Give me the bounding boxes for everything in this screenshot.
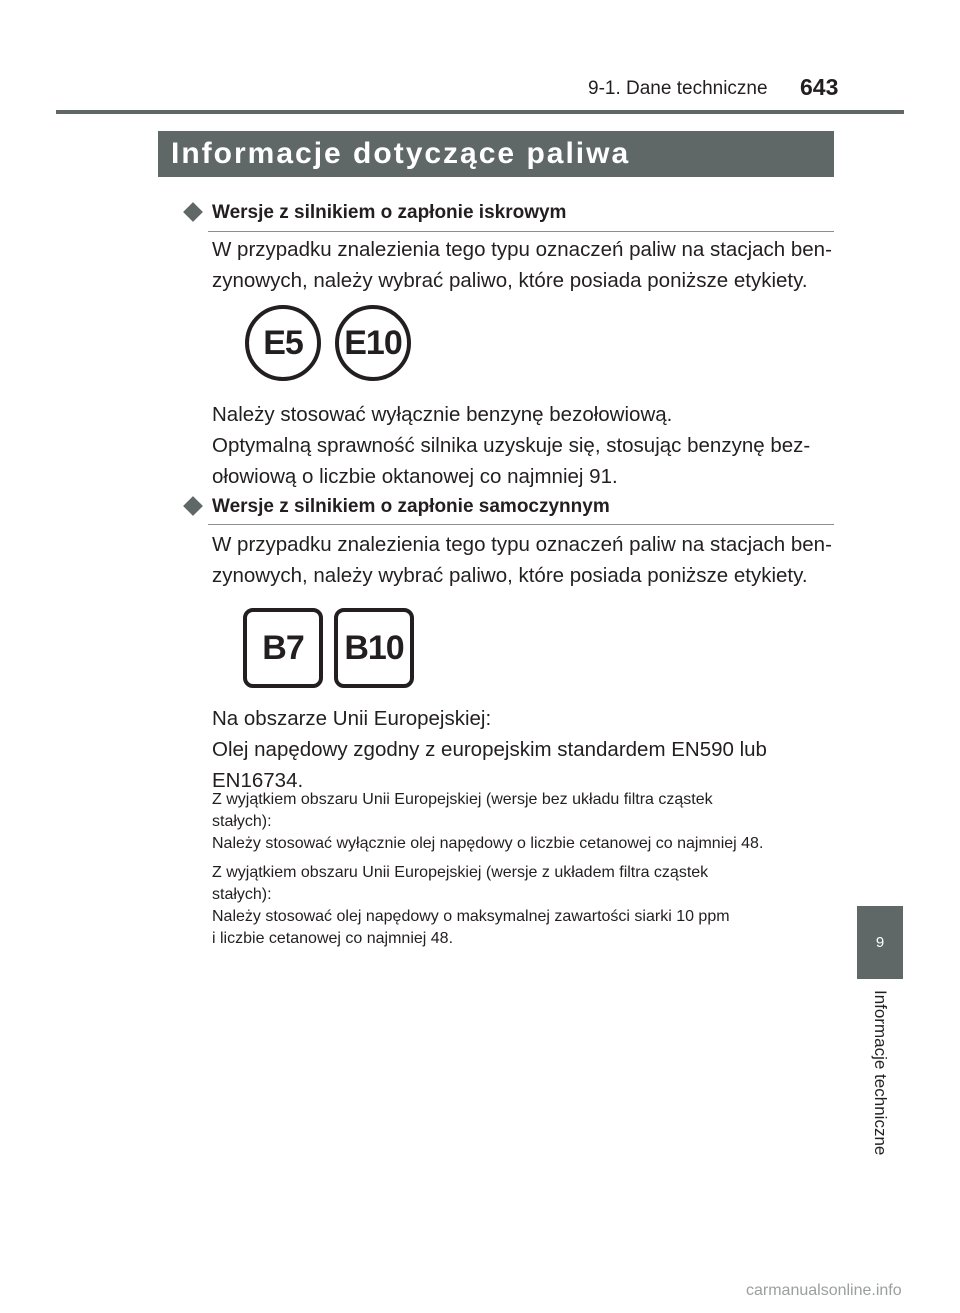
diesel-heading-label: Wersje z silnikiem o zapłonie samoczynnym: [212, 496, 610, 517]
diesel-heading-divider: [208, 524, 834, 525]
petrol-intro-line: W przypadku znalezienia tego typu oznaczeń paliw na stacjach ben-: [212, 238, 832, 261]
diesel-intro: [212, 529, 834, 591]
petrol-note-line: Należy stosować wyłącznie benzynę bezołowiową.: [212, 403, 673, 426]
petrol-heading-label: Wersje z silnikiem o zapłonie iskrowym: [212, 202, 567, 223]
petrol-intro: [212, 234, 834, 296]
fuel-label-b7: B7: [243, 608, 323, 688]
diesel-intro-line: W przypadku znalezienia tego typu oznaczeń paliw na stacjach ben-: [212, 533, 832, 556]
chapter-label: Informacje techniczne: [871, 990, 890, 1156]
diesel-non-eu-line: Z wyjątkiem obszaru Unii Europejskiej (wersje bez układu filtra cząstek: [212, 791, 713, 808]
diesel-non-eu-filter-line: Z wyjątkiem obszaru Unii Europejskiej (wersje z układem filtra cząstek: [212, 864, 709, 881]
diesel-non-eu-filter-line: Należy stosować olej napędowy o maksymalnej zawartości siarki 10 ppm: [212, 908, 730, 925]
diesel-heading: [186, 496, 610, 518]
petrol-heading: [186, 202, 566, 224]
fuel-label-e10: E10: [335, 305, 411, 381]
header-divider: [56, 110, 904, 114]
diesel-non-eu-filter-line: i liczbie cetanowej co najmniej 48.: [212, 930, 454, 947]
diesel-eu-text: [212, 703, 834, 796]
page-number: 643: [800, 74, 839, 100]
diesel-intro-line: zynowych, należy wybrać paliwo, które posiada poniższe etykiety.: [212, 564, 808, 587]
diamond-bullet-icon: [183, 202, 203, 222]
diesel-non-eu-line: Należy stosować wyłącznie olej napędowy o liczbie cetanowej co najmniej 48.: [212, 835, 764, 852]
diesel-non-eu-filter: [212, 862, 834, 950]
diesel-eu-line: Na obszarze Unii Europejskiej:: [212, 707, 492, 730]
diesel-eu-line: EN16734.: [212, 769, 304, 792]
fuel-label-e5: E5: [245, 305, 321, 381]
petrol-heading-divider: [208, 231, 834, 232]
chapter-tab[interactable]: 9: [857, 906, 903, 979]
petrol-notes: [212, 399, 834, 492]
petrol-intro-line: zynowych, należy wybrać paliwo, które posiada poniższe etykiety.: [212, 269, 808, 292]
fuel-label-b10: B10: [334, 608, 414, 688]
diamond-bullet-icon: [183, 496, 203, 516]
diesel-non-eu-filter-line: stałych):: [212, 886, 272, 903]
watermark: carmanualsonline.info: [746, 1282, 902, 1299]
petrol-note-line: Optymalną sprawność silnika uzyskuje się, stosując benzynę bez-: [212, 434, 811, 457]
diesel-eu-line: Olej napędowy zgodny z europejskim standardem EN590 lub: [212, 738, 767, 761]
diesel-non-eu-line: stałych):: [212, 813, 272, 830]
petrol-note-line: ołowiową o liczbie oktanowej co najmniej 91.: [212, 465, 618, 488]
diesel-non-eu-no-filter: [212, 789, 834, 855]
section-title: 9-1. Dane techniczne: [588, 78, 768, 99]
page-title: Informacje dotyczące paliwa: [158, 131, 834, 177]
